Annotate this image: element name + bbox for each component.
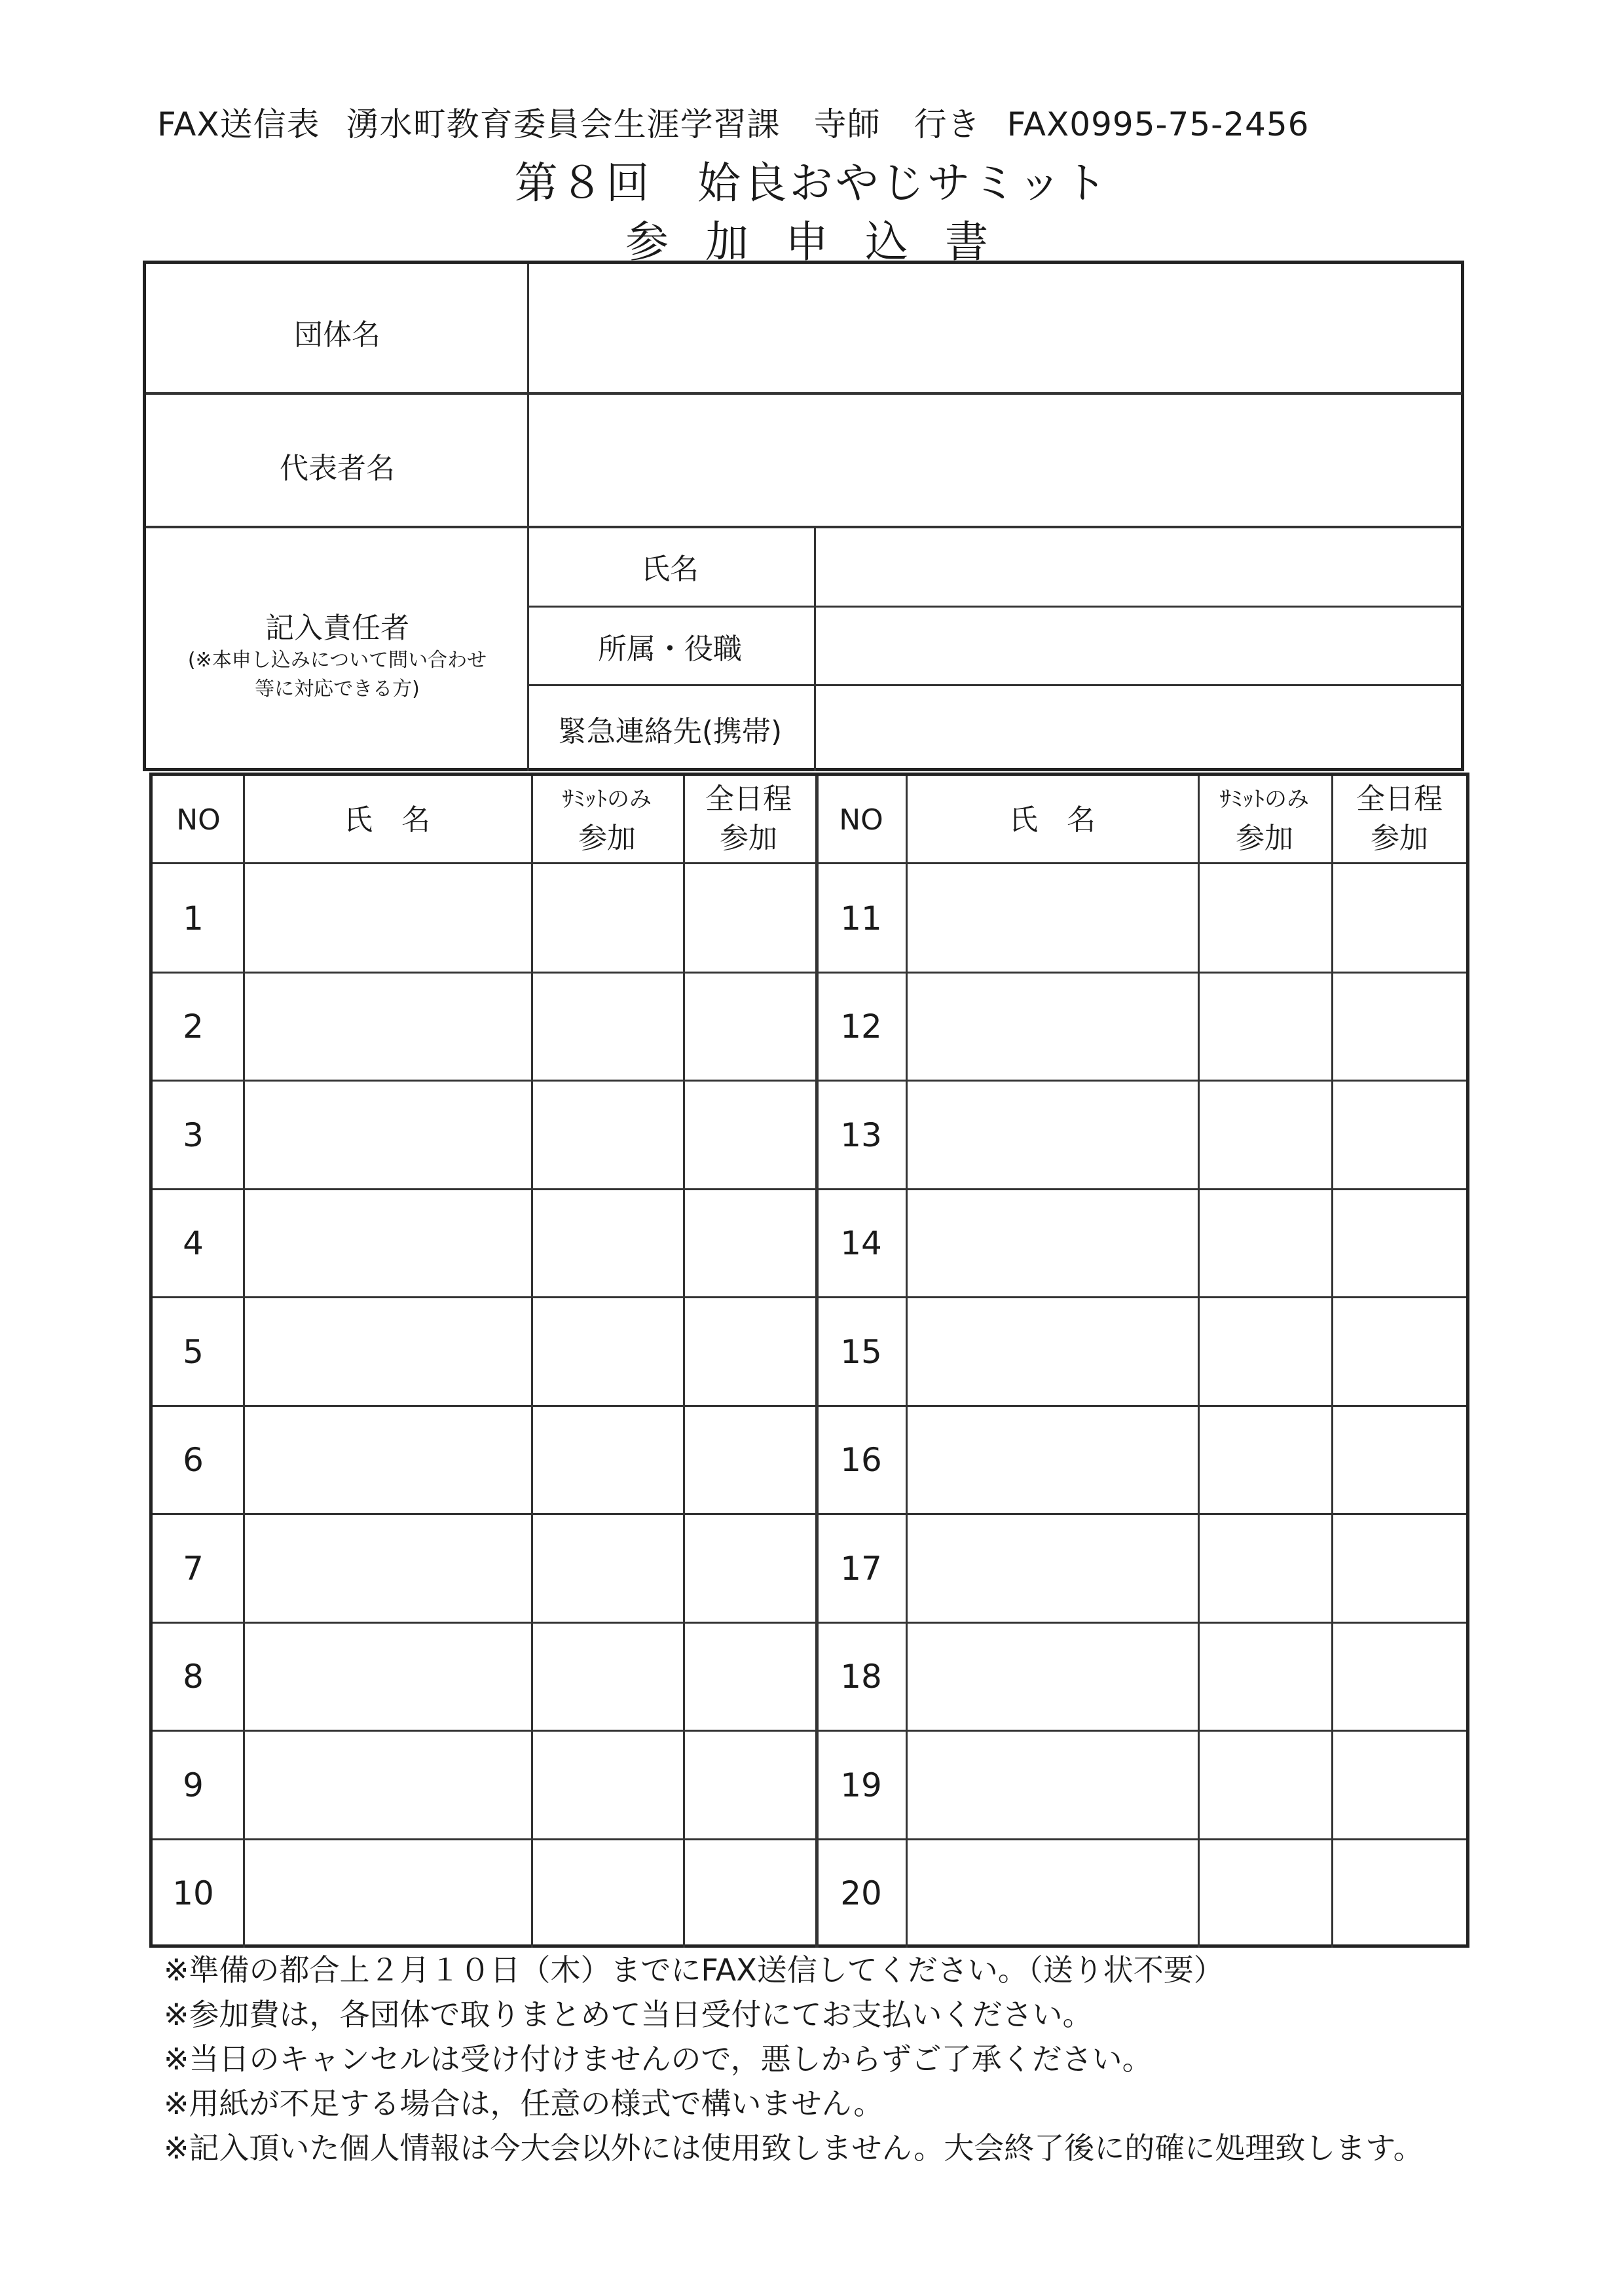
left-header-name: 氏 名 [344, 803, 430, 837]
row-divider [153, 1188, 1466, 1190]
summit-only-cell[interactable] [535, 867, 680, 970]
participant-name-cell[interactable] [910, 1300, 1195, 1404]
right-row-number: 11 [840, 899, 882, 938]
participant-table [149, 773, 1469, 1948]
summit-only-cell[interactable] [1202, 1409, 1329, 1512]
participant-name-cell[interactable] [910, 975, 1195, 1079]
contact-person-note [188, 646, 487, 704]
right-row-number: 15 [840, 1332, 882, 1371]
contact-note-line-2: 等に対応できる方) [255, 678, 420, 701]
participant-name-cell[interactable] [247, 1517, 528, 1620]
note-form-shortage: ※用紙が不足する場合は，任意の様式で構いません。 [164, 2086, 884, 2121]
full-schedule-cell[interactable] [1335, 1192, 1464, 1296]
summit-only-cell[interactable] [535, 1734, 680, 1837]
left-row-number: 10 [172, 1874, 214, 1913]
row-divider [153, 1838, 1466, 1840]
note-privacy: ※記入頂いた個人情報は今大会以外には使用致しません。大会終了後に的確に処理致します。 [164, 2130, 1424, 2166]
row-divider [153, 1622, 1466, 1624]
left-row-number: 8 [183, 1658, 204, 1696]
left-header-full-schedule [705, 780, 792, 858]
participant-name-cell[interactable] [247, 1626, 528, 1729]
note-deadline: ※準備の都合上２月１０日（木）までにFAX送信してください。（送り状不要） [164, 1952, 1224, 1988]
participant-name-cell[interactable] [247, 1734, 528, 1837]
summit-only-cell[interactable] [1202, 975, 1329, 1079]
note-cancellation: ※当日のキャンセルは受け付けませんので，悪しからずご了承ください。 [164, 2041, 1153, 2077]
summit-only-cell[interactable] [1202, 1300, 1329, 1404]
contact-row-divider [527, 606, 1462, 608]
fax-number: FAX0995-75-2456 [1006, 105, 1310, 143]
summit-only-cell[interactable] [535, 975, 680, 1079]
summit-only-cell[interactable] [535, 1192, 680, 1296]
contact-emergency-label: 緊急連絡先(携帯) [557, 715, 783, 748]
participant-name-cell[interactable] [247, 1084, 528, 1187]
full-schedule-cell[interactable] [687, 1842, 813, 1946]
row-divider [146, 392, 1462, 395]
summit-only-cell[interactable] [1202, 867, 1329, 970]
column-divider [1198, 776, 1200, 1948]
right-row-number: 18 [840, 1658, 882, 1696]
header-full-line-2: 参加 [1371, 822, 1428, 855]
participant-name-cell[interactable] [910, 1626, 1195, 1729]
right-row-number: 13 [840, 1116, 882, 1154]
full-schedule-cell[interactable] [1335, 1842, 1464, 1946]
summit-only-cell[interactable] [1202, 1192, 1329, 1296]
row-divider [153, 972, 1466, 974]
left-header-no: NO [176, 803, 221, 837]
group-name-label: 団体名 [294, 318, 380, 352]
right-row-number: 19 [840, 1766, 882, 1804]
participant-name-cell[interactable] [910, 1084, 1195, 1187]
participant-name-cell[interactable] [910, 1842, 1195, 1946]
left-row-number: 3 [183, 1116, 204, 1154]
right-row-number: 16 [840, 1441, 882, 1480]
label-column-divider [527, 264, 529, 771]
summit-only-cell[interactable] [1202, 1734, 1329, 1837]
right-row-number: 12 [840, 1008, 882, 1046]
contact-note-line-1: (※本申し込みについて問い合わせ [187, 649, 487, 672]
header-summit-only-line-2: 参加 [1236, 822, 1293, 855]
right-row-number: 17 [840, 1549, 882, 1588]
table-center-divider [815, 776, 819, 1948]
header-summit-only-line-1: ｻﾐｯﾄのみ [1220, 786, 1309, 812]
right-row-number: 20 [840, 1874, 882, 1913]
participant-name-cell[interactable] [910, 1517, 1195, 1620]
left-row-number: 7 [183, 1549, 204, 1588]
contact-subcolumn-divider [814, 526, 816, 771]
representative-field[interactable] [531, 397, 1460, 524]
full-schedule-cell[interactable] [1335, 1734, 1464, 1837]
participant-name-cell[interactable] [247, 867, 528, 970]
representative-label: 代表者名 [280, 452, 395, 485]
row-divider [153, 1513, 1466, 1515]
fax-recipient: 湧水町教育委員会生涯学習課 寺師 行き [346, 105, 981, 143]
note-fee: ※参加費は，各団体で取りまとめて当日受付にてお支払いください。 [164, 1997, 1093, 2032]
column-divider [531, 776, 533, 1948]
right-header-full-schedule [1356, 780, 1443, 858]
right-header-name: 氏 名 [1009, 803, 1096, 837]
full-schedule-cell[interactable] [1335, 1626, 1464, 1729]
full-schedule-cell[interactable] [1335, 975, 1464, 1079]
left-row-number: 9 [183, 1766, 204, 1804]
participant-name-cell[interactable] [910, 1409, 1195, 1512]
participant-name-cell[interactable] [910, 1734, 1195, 1837]
page-title: 第８回 姶良おやじサミット [514, 158, 1110, 208]
full-schedule-cell[interactable] [1335, 1300, 1464, 1404]
header-row-divider [153, 862, 1466, 864]
left-header-summit-only [563, 780, 652, 858]
contact-name-label: 氏名 [641, 553, 699, 586]
participant-name-cell[interactable] [247, 1842, 528, 1946]
left-row-number: 1 [183, 899, 204, 938]
summit-only-cell[interactable] [1202, 1842, 1329, 1946]
header-full-line-1: 全日程 [1356, 782, 1443, 816]
participant-name-cell[interactable] [910, 1192, 1195, 1296]
full-schedule-cell[interactable] [687, 1084, 813, 1187]
fax-header [157, 98, 1335, 145]
header-summit-only-line-1: ｻﾐｯﾄのみ [563, 786, 652, 812]
participant-name-cell[interactable] [247, 1409, 528, 1512]
header-full-line-2: 参加 [720, 822, 777, 855]
summit-only-cell[interactable] [535, 1084, 680, 1187]
contact-name-field[interactable] [818, 528, 1460, 604]
full-schedule-cell[interactable] [1335, 867, 1464, 970]
column-divider [683, 776, 685, 1948]
row-divider [153, 1405, 1466, 1407]
contact-person-label: 記入責任者 [265, 611, 409, 645]
full-schedule-cell[interactable] [687, 1300, 813, 1404]
contact-affiliation-label: 所属・役職 [598, 632, 742, 666]
row-divider [153, 1080, 1466, 1082]
participant-name-cell[interactable] [247, 1192, 528, 1296]
contact-row-divider [527, 684, 1462, 686]
column-divider [906, 776, 908, 1948]
summit-only-cell[interactable] [535, 1842, 680, 1946]
full-schedule-cell[interactable] [1335, 1517, 1464, 1620]
column-divider [1331, 776, 1333, 1948]
full-schedule-cell[interactable] [1335, 1084, 1464, 1187]
notes-block [164, 1948, 1424, 2170]
row-divider [153, 1730, 1466, 1732]
summit-only-cell[interactable] [1202, 1517, 1329, 1620]
right-row-number: 14 [840, 1224, 882, 1263]
full-schedule-cell[interactable] [687, 1192, 813, 1296]
summit-only-cell[interactable] [1202, 1084, 1329, 1187]
page-subtitle: 参加申込書 [625, 217, 1025, 267]
participant-name-cell[interactable] [247, 975, 528, 1079]
group-name-field[interactable] [531, 266, 1460, 391]
full-schedule-cell[interactable] [687, 1626, 813, 1729]
left-row-number: 2 [183, 1008, 204, 1046]
full-schedule-cell[interactable] [687, 1517, 813, 1620]
header-full-line-1: 全日程 [705, 782, 792, 816]
full-schedule-cell[interactable] [687, 867, 813, 970]
participant-name-cell[interactable] [910, 867, 1195, 970]
fax-label: FAX送信表 [157, 105, 320, 143]
full-schedule-cell[interactable] [687, 975, 813, 1079]
row-divider [153, 1296, 1466, 1298]
summit-only-cell[interactable] [535, 1409, 680, 1512]
header-summit-only-line-2: 参加 [578, 822, 636, 855]
full-schedule-cell[interactable] [687, 1409, 813, 1512]
right-header-summit-only [1220, 780, 1309, 858]
participant-name-cell[interactable] [247, 1300, 528, 1404]
summit-only-cell[interactable] [535, 1517, 680, 1620]
contact-affiliation-field[interactable] [818, 608, 1460, 683]
left-row-number: 6 [183, 1441, 204, 1480]
summit-only-cell[interactable] [1202, 1626, 1329, 1729]
summit-only-cell[interactable] [535, 1626, 680, 1729]
full-schedule-cell[interactable] [687, 1734, 813, 1837]
applicant-info-block [143, 261, 1464, 771]
right-header-no: NO [839, 803, 883, 837]
full-schedule-cell[interactable] [1335, 1409, 1464, 1512]
column-divider [243, 776, 245, 1948]
left-row-number: 4 [183, 1224, 204, 1263]
summit-only-cell[interactable] [535, 1300, 680, 1404]
left-row-number: 5 [183, 1332, 204, 1371]
contact-emergency-field[interactable] [818, 687, 1460, 771]
